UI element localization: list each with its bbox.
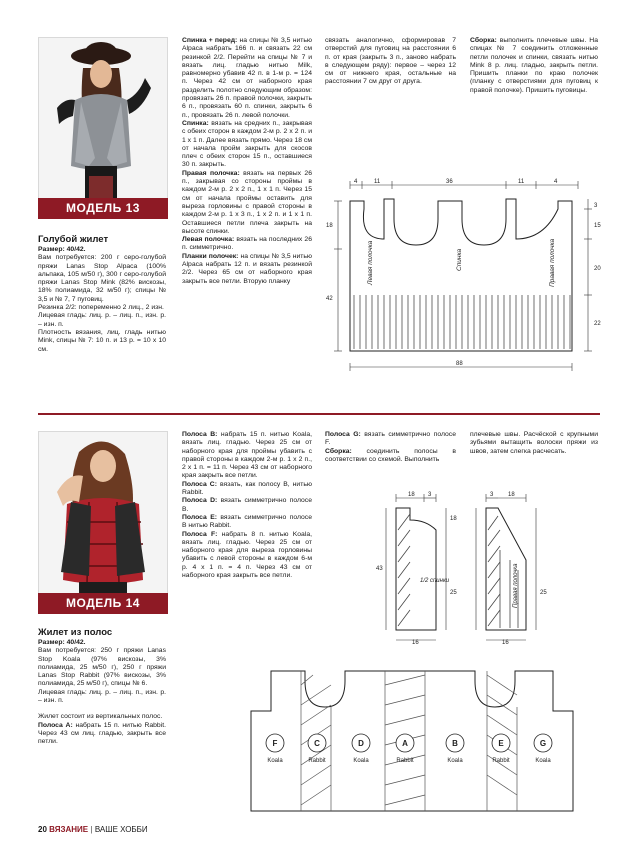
dim-width: 88 [456,361,463,367]
model-14-stockinette: Лицевая гладь: лиц. р. – лиц. п., изн. р. – изн. п. [38,688,166,705]
right-front-label-14: Правая полочка [513,563,519,608]
stripe-d-letter: D [358,739,364,748]
dim-right-1: 3 [594,203,598,209]
model-13-col4: Сборка: выполнить плечевые швы. На спицах № 7 соединить отложенные петли полочек и спинки, связать нитью Mink 8 р. лиц. гладью, закрыть петли. Пришить планки по краю полочек (планку с отверстиями для пуговиц к правой полочке). Пришить пуговицы. [470,37,598,94]
dim-top-1: 4 [354,179,358,185]
dim-top-3: 36 [446,179,453,185]
stripe-b-letter: B [452,739,458,748]
model-13-label: МОДЕЛЬ 13 [38,198,168,219]
right-front-label: Правая полочка [549,238,556,287]
stripe-g-letter: G [539,739,547,748]
svg-text:16: 16 [412,640,419,645]
back-label: Спинка [456,248,463,271]
model-13-col2: Спинка + перед: на спицы № 3,5 нитью Alpaca набрать 166 п. и связать 22 см резинкой 2/2. Перейти на спицы № 7 и вязать лиц. гладью нитью Milk, равномерно убавив 42 п. в 1-м р. = 124 п. Через 42 см от наборного края разделить полотно следующим образом: провязать 26 п. правой полочки, закрыть 6 п., провязать 60 п. спинки, закрыть 6 п., провязать 26 п. левой полочки. Спинка: вязать на средних п., закрывая с обеих сторон в каждом 2-м р. 2 х 2 п. и 1 х 1 п. Далее вязать прямо. Через 18 см от начала пройм закрыть для скосов плеч с обеих сторон 15 п., оставшиеся 30 п. закрыть. Правая полочка: вязать на первых 26 п., закрывая со стороны проймы в каждом 2-м р. 2 х 2 п., 1 х 1 п. Через 15 см от начала проймы оставить для выреза горловины с правой стороны в каждом 2-м р. 1 х 3 п., 1 х 2 п. и 1 х 1 п. Оставшиеся петли плеча закрыть на высоте спинки. Левая полочка: вязать на последних 26 п. симметрично. Планки полочек: на спицы № 3,5 нитью Alpaca набрать 12 п. и вязать резинкой 2/2. Через 65 см от наборного края закрыть все петли. Вторую планку [182,37,313,285]
model-14-size: Размер: 40/42. [38,639,86,646]
svg-text:Rabbit: Rabbit [492,758,510,764]
model-14-col3: Полоса G: вязать симметрично полосе F. Сборка: соединить полосы в соответствии со схемой. Выполнить [325,431,456,463]
model-14-pieces [370,490,560,645]
page-number: 20 [38,825,47,834]
svg-text:Rabbit: Rabbit [308,758,326,764]
dim-right-2: 15 [594,223,601,229]
model-14-specs: Размер: 40/42. Вам потребуется: 250 г пряжи Lanas Stop Koala (97% вискозы, 3% полиамида, 25 м/50 г), 250 г пряжи Lanas Stop Rabbit (97% вискозы, 3% полиамида, 25 м/50 г), спицы № 6. Лицевая гладь: лиц. р. – лиц. п., изн. р. – изн. п. Жилет состоит из вертикальных полос. Полоса А: набрать 15 п. нитью Rabbit. Через 43 см лиц. гладью, закрыть все петли. [38,639,166,746]
svg-text:Rabbit: Rabbit [396,758,414,764]
svg-text:25: 25 [450,590,457,596]
dim-left-1: 18 [326,223,333,229]
svg-text:18: 18 [408,492,415,498]
model-14-title: Жилет из полос [38,627,113,638]
model-13-col3: связать аналогично, сформировав 7 отверстий для пуговиц на расстоянии 6 п. от края (закрыть 3 п., заново набрать в следующем ряду): первое – через 12 см от нижнего края, остальные на расстоянии 7 см друг от друга. [325,37,456,86]
dim-right-4: 22 [594,321,601,327]
magazine-name: ВЯЗАНИЕ [49,825,89,834]
section-name: ВАШЕ ХОББИ [94,825,148,834]
stripe-e-letter: E [498,739,504,748]
stripe-f-letter: F [272,739,278,748]
svg-text:16: 16 [502,640,509,645]
svg-text:43: 43 [376,566,383,572]
model-14-label: МОДЕЛЬ 14 [38,593,168,614]
model-13-size: Размер: 40/42. [38,246,86,253]
svg-text:3: 3 [490,492,494,498]
svg-text:Koala: Koala [267,758,283,764]
model-13-photo [38,37,168,199]
page-footer: 20 ВЯЗАНИЕ | ВАШЕ ХОББИ [38,825,148,834]
model-14-illustration [39,432,167,594]
model-13-schematic [320,175,610,375]
svg-text:Koala: Koala [353,758,369,764]
model-13-specs [38,246,166,354]
model-13-title: Голубой жилет [38,234,109,245]
model-14-col4: плечевые швы. Расчёской с крупными зубьями вытащить волоски пряжи из швов, затем слегка расчесать. [470,431,598,455]
dim-top-5: 4 [554,179,558,185]
dim-left-2: 42 [326,296,333,302]
dim-top-2: 11 [374,179,381,185]
svg-text:Koala: Koala [447,758,463,764]
model-14-materials: Вам потребуется: 250 г пряжи Lanas Stop Koala (97% вискозы, 3% полиамида, 25 м/50 г), 250 г пряжи Lanas Stop Rabbit (97% вискозы, 3% полиамида, 25 м/50 г), спицы № 6. [38,647,166,688]
model-14-assembly [245,665,585,815]
model-13-materials: Вам потребуется: 200 г серо-голубой пряжи Lanas Stop Alpaca (100% альпака, 105 м/50 г), 300 г серо-голубой пряжи Lanas Stop Mink (82% вискозы, 18% полиамида, 32 м/50 г); спицы № 3,5 и № 7, 7 пуговиц. [38,254,166,303]
back-half-label: 1/2 спинки [420,578,450,584]
model-13-stockinette: Лицевая гладь: лиц. р. – лиц. п., изн. р. – изн. п. [38,312,166,328]
svg-text:18: 18 [508,492,515,498]
svg-text:25: 25 [540,590,547,596]
svg-text:18: 18 [450,516,457,522]
dim-right-3: 20 [594,266,601,272]
dim-top-4: 11 [518,179,525,185]
model-13-rib: Резинка 2/2: попеременно 2 лиц., 2 изн. [38,304,164,312]
svg-text:3: 3 [428,492,432,498]
model-14-photo [38,431,168,595]
model-14-intro: Жилет состоит из вертикальных полос. [38,713,163,721]
model-14-col2: Полоса В: набрать 15 п. нитью Koala, вязать лиц. гладью. Через 25 см от наборного края для проймы убавить с правой стороны в каждом 2-м р. 1 х 2 п., 2 х 1 п. = 11 п. Через 43 см от наборного края закрыть все петли. Полоса С: вязать, как полосу В, нитью Rabbit. Полоса D: вязать симметрично полосе В. Полоса Е: вязать симметрично полосе В нитью Rabbit. Полоса F: набрать 8 п. нитью Koala, вязать лиц. гладью. Через 25 см от наборного края для выреза горловины убавить с левой стороны в каждом 6-м р. 4 х 1 п. = 4 п. Через 43 см от наборного края закрыть все петли. [182,431,313,580]
model-13-gauge: Плотность вязания, лиц. гладь нитью Mink, спицы № 7: 10 п. и 13 р. = 10 х 10 см. [38,328,166,353]
svg-text:Koala: Koala [535,758,551,764]
section-divider [38,413,600,415]
model-13-illustration [39,38,167,198]
stripe-a-letter: A [402,739,408,748]
left-front-label: Левая полочка [367,240,374,285]
stripe-c-letter: C [314,739,320,748]
